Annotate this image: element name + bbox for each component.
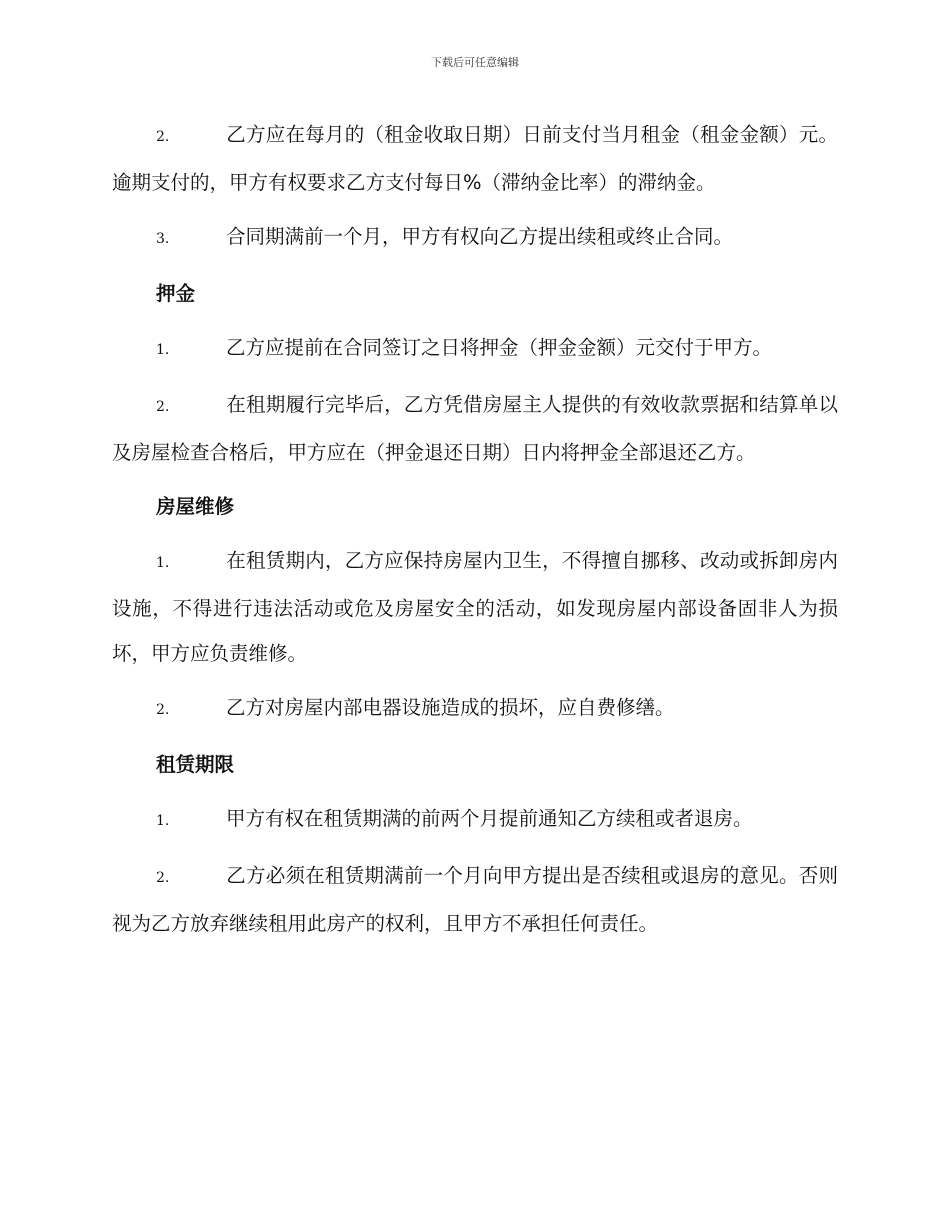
clause-item bbox=[112, 538, 838, 676]
clause-number: 2. bbox=[156, 129, 170, 145]
page-header: 下载后可任意编辑 bbox=[431, 56, 519, 69]
clause-text: 乙方应提前在合同签订之日将押金（押金金额）元交付于甲方。 bbox=[226, 336, 773, 359]
document-body bbox=[112, 112, 838, 955]
clause-item bbox=[112, 796, 838, 844]
section-heading-lease-term: 租赁期限 bbox=[156, 753, 235, 776]
clause-item bbox=[112, 214, 838, 262]
clause-number: 2. bbox=[156, 870, 170, 886]
clause-number: 1. bbox=[156, 813, 170, 829]
clause-number: 1. bbox=[156, 342, 170, 358]
clause-text: 在租赁期内，乙方应保持房屋内卫生，不得擅自挪移、改动或拆卸房内设施，不得进行违法活动或危及房屋安全的活动，如发现房屋内部设备固非人为损坏，甲方应负责维修。 bbox=[112, 549, 838, 665]
clause-number: 2. bbox=[156, 399, 170, 415]
clause-text: 乙方必须在租赁期满前一个月向甲方提出是否续租或退房的意见。否则视为乙方放弃继续租用此房产的权利，且甲方不承担任何责任。 bbox=[112, 864, 838, 935]
clause-text: 乙方对房屋内部电器设施造成的损坏，应自费修缮。 bbox=[226, 696, 675, 719]
clause-text: 合同期满前一个月，甲方有权向乙方提出续租或终止合同。 bbox=[226, 225, 734, 248]
clause-number: 2. bbox=[156, 702, 170, 718]
clause-item bbox=[112, 112, 838, 205]
clause-number: 3. bbox=[156, 231, 170, 247]
clause-text: 甲方有权在租赁期满的前两个月提前通知乙方续租或者退房。 bbox=[226, 807, 753, 830]
section-heading-repairs: 房屋维修 bbox=[156, 495, 235, 518]
clause-item bbox=[112, 325, 838, 373]
clause-item bbox=[112, 382, 838, 475]
clause-item bbox=[112, 853, 838, 946]
clause-item bbox=[112, 685, 838, 733]
section-heading-deposit: 押金 bbox=[156, 282, 196, 305]
clause-text: 乙方应在每月的（租金收取日期）日前支付当月租金（租金金额）元。逾期支付的，甲方有权要求乙方支付每日%（滞纳金比率）的滞纳金。 bbox=[112, 123, 838, 194]
clause-text: 在租期履行完毕后，乙方凭借房屋主人提供的有效收款票据和结算单以及房屋检查合格后，甲方应在（押金退还日期）日内将押金全部退还乙方。 bbox=[112, 393, 838, 464]
clause-number: 1. bbox=[156, 555, 170, 571]
